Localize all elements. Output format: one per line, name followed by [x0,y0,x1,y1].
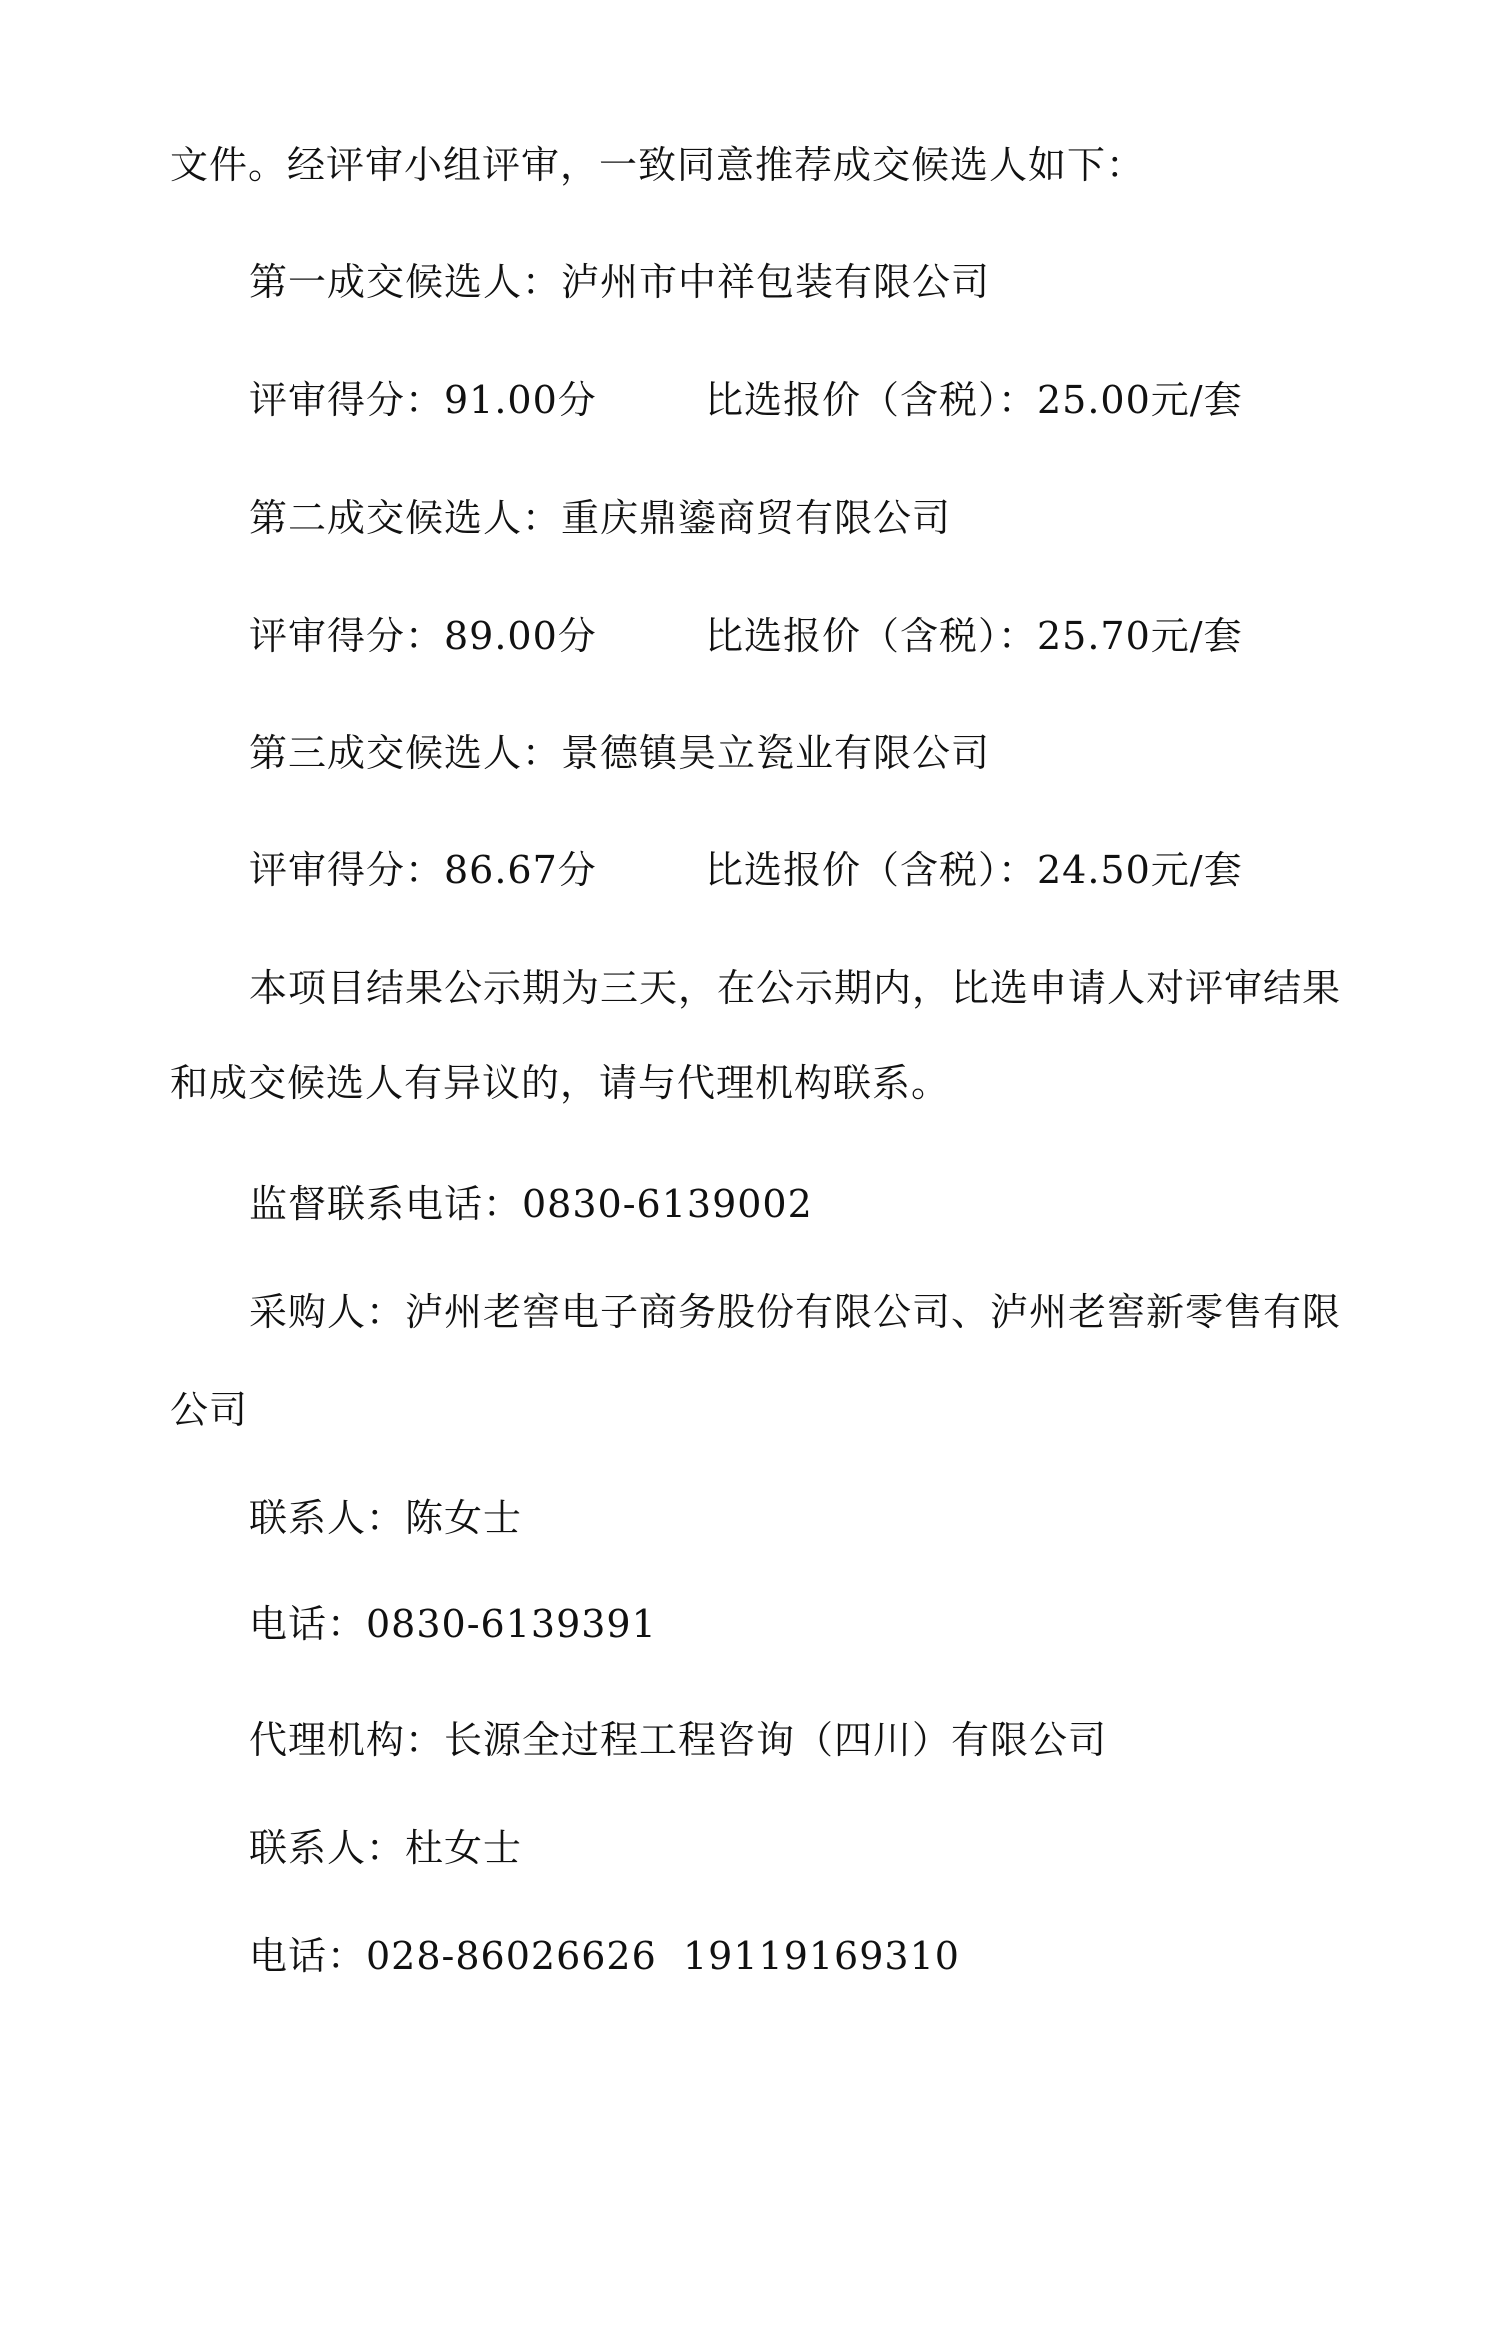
agency-contact: 联系人：杜女士 [249,1826,523,1870]
agency-phone: 电话：028-86026626 [249,1934,657,1978]
candidate-3-name: 第三成交候选人：景德镇昊立瓷业有限公司 [249,731,991,775]
candidate-1-score: 评审得分：91.00分 [249,378,597,422]
supervision-phone: 监督联系电话：0830-6139002 [249,1182,813,1226]
candidate-3-score-row [249,847,1243,893]
intro-paragraph: 文件。经评审小组评审，一致同意推荐成交候选人如下： [170,143,1146,187]
agency-name: 代理机构：长源全过程工程咨询（四川）有限公司 [249,1718,1108,1762]
purchaser-line-1: 采购人：泸州老窖电子商务股份有限公司、泸州老窖新零售有限 [249,1290,1342,1334]
notice-line-2: 和成交候选人有异议的，请与代理机构联系。 [170,1061,951,1105]
candidate-1-price: 比选报价（含税）：25.00元/套 [705,378,1243,422]
agency-phone-row [249,1933,960,1979]
candidate-2-name: 第二成交候选人：重庆鼎鎏商贸有限公司 [249,496,952,540]
purchaser-contact: 联系人：陈女士 [249,1496,523,1540]
candidate-3-score: 评审得分：86.67分 [249,848,597,892]
candidate-1-score-row [249,377,1243,423]
notice-line-1: 本项目结果公示期为三天，在公示期内，比选申请人对评审结果 [249,966,1342,1010]
purchaser-line-2: 公司 [170,1388,249,1432]
candidate-2-price: 比选报价（含税）：25.70元/套 [705,614,1243,658]
candidate-2-score-row [249,613,1243,659]
purchaser-phone: 电话：0830-6139391 [249,1602,657,1646]
candidate-3-price: 比选报价（含税）：24.50元/套 [705,848,1243,892]
candidate-2-score: 评审得分：89.00分 [249,614,597,658]
agency-mobile: 19119169310 [683,1934,960,1978]
candidate-1-name: 第一成交候选人：泸州市中祥包装有限公司 [249,260,991,304]
